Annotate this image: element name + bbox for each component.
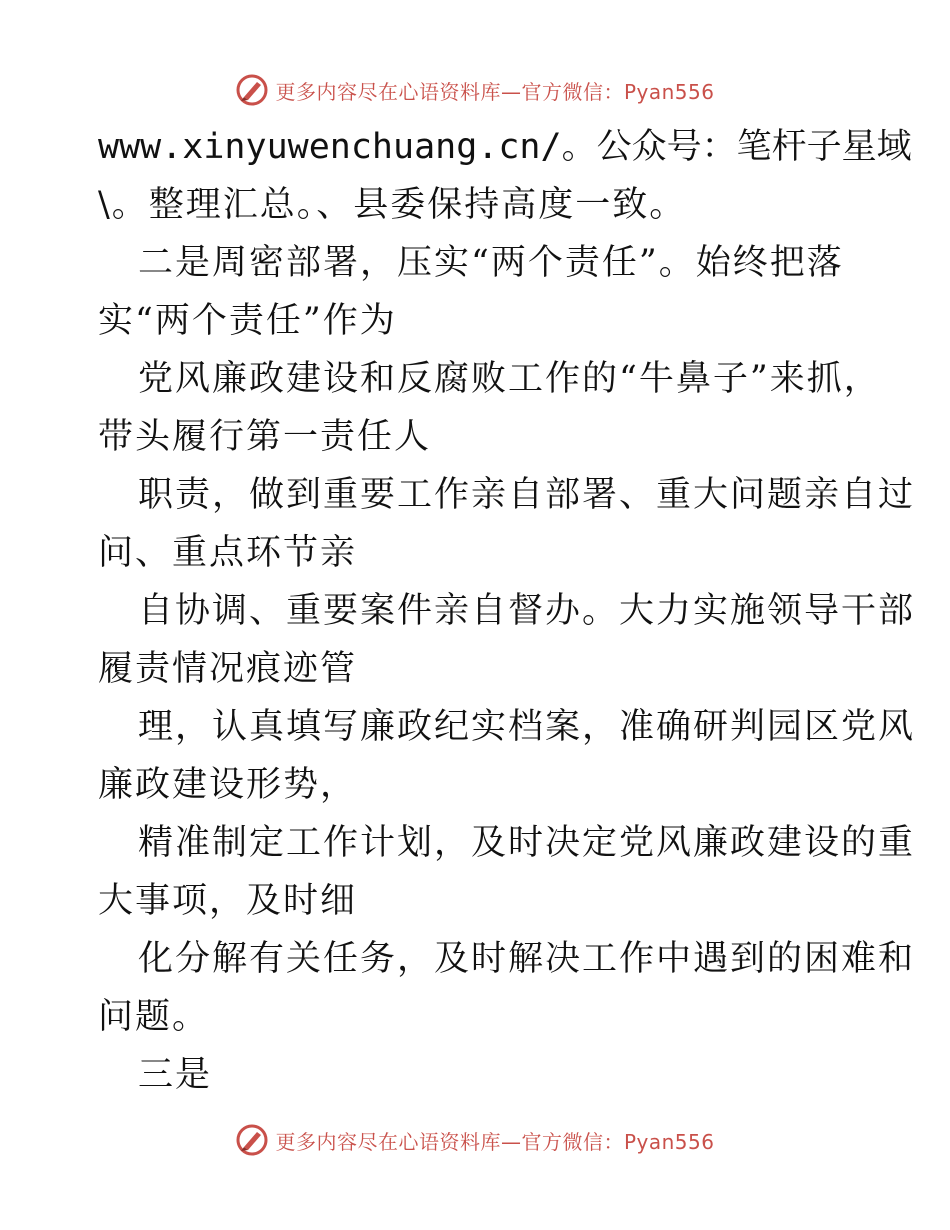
brush-logo-icon (235, 1123, 269, 1157)
footer-banner-text: 更多内容尽在心语资料库—官方微信：Pyan556 (275, 1129, 715, 1154)
text-line: 问题。 (98, 997, 210, 1037)
text-line: 问、重点环节亲 (98, 533, 358, 573)
text-line: 理，认真填写廉政纪实档案，准确研判园区党风 (138, 707, 916, 747)
text-line: 自协调、重要案件亲自督办。大力实施领导干部 (138, 591, 916, 631)
header-banner (0, 70, 950, 110)
text-line: 二是周密部署，压实“两个责任”。始终把落 (138, 243, 844, 283)
text-line: 精准制定工作计划，及时决定党风廉政建设的重 (138, 823, 916, 863)
text-line: www.xinyuwenchuang.cn/。公众号：笔杆子星域 (98, 127, 912, 167)
footer-banner (0, 1120, 950, 1160)
text-line: 化分解有关任务，及时解决工作中遇到的困难和 (138, 939, 916, 979)
text-line: 职责，做到重要工作亲自部署、重大问题亲自过 (138, 475, 916, 515)
text-line: \。整理汇总。、县委保持高度一致。 (98, 185, 687, 225)
text-line: 履责情况痕迹管 (98, 649, 358, 689)
text-line: 三是 (138, 1055, 213, 1095)
text-line: 带头履行第一责任人 (98, 417, 432, 457)
text-line: 廉政建设形势， (98, 765, 358, 805)
document-body (98, 118, 916, 1104)
text-line: 实“两个责任”作为 (98, 301, 397, 341)
text-line: 大事项，及时细 (98, 881, 358, 921)
header-banner-text: 更多内容尽在心语资料库—官方微信：Pyan556 (275, 79, 715, 104)
brush-logo-icon (235, 73, 269, 107)
text-line: 党风廉政建设和反腐败工作的“牛鼻子”来抓， (138, 359, 881, 399)
